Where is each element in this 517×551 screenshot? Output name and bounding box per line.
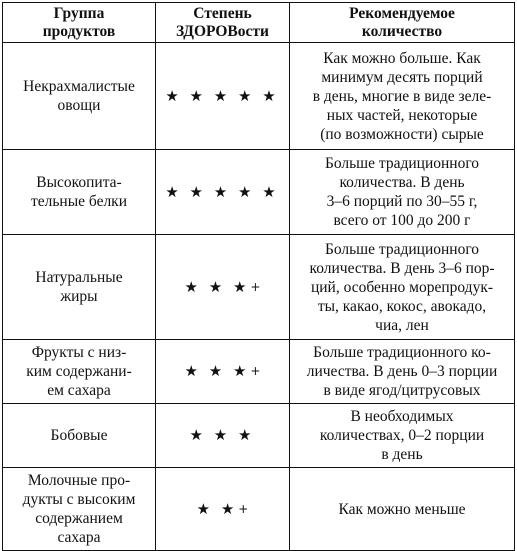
food-groups-table-wrapper bbox=[2, 2, 515, 551]
rating-cell bbox=[156, 468, 290, 551]
amount-cell: Как можно больше. Как минимум десять порций в день, многие в виде зеле- ных частей, некоторые (по возможности) сырые bbox=[290, 43, 515, 150]
rating-cell bbox=[156, 235, 290, 340]
amount-cell: В необходимых количествах, 0–2 порции в день bbox=[290, 404, 515, 468]
star-rating-icon: ★ ★ ★ bbox=[184, 362, 250, 380]
table-row bbox=[3, 235, 515, 340]
amount-cell: Больше традиционного количества. В день 3–6 порций по 30–55 г, всего от 100 до 200 г bbox=[290, 150, 515, 235]
food-group-cell: Фрукты с низ- ким содержани- ем сахара bbox=[3, 340, 156, 404]
plus-mark: + bbox=[250, 364, 261, 378]
star-rating-icon: ★ ★ ★ ★ ★ bbox=[165, 182, 279, 201]
header-recommended-amount: Рекомендуемое количество bbox=[290, 3, 515, 43]
food-group-cell: Бобовые bbox=[3, 404, 156, 468]
rating-cell bbox=[156, 404, 290, 468]
rating-cell bbox=[156, 150, 290, 235]
rating-cell bbox=[156, 43, 290, 150]
table-row bbox=[3, 404, 515, 468]
food-group-cell: Молочные про- дукты с высоким содержанием сахара bbox=[3, 468, 156, 551]
rating-cell bbox=[156, 340, 290, 404]
table-header-row bbox=[3, 3, 515, 43]
plus-mark: + bbox=[250, 279, 261, 294]
plus-mark: + bbox=[238, 501, 249, 516]
amount-cell: Больше традиционного количества. В день 3–6 пор- ций, особенно морепродук- ты, какао, кокос, авокадо, чиа, лен bbox=[290, 235, 515, 340]
food-group-cell: Натуральные жиры bbox=[3, 235, 156, 340]
star-rating-icon: ★ ★ ★ bbox=[184, 277, 250, 296]
header-health-degree: Степень ЗДОРОВости bbox=[156, 3, 290, 43]
food-groups-table bbox=[2, 2, 515, 551]
amount-cell: Больше традиционного ко- личества. В день 0–3 порции в виде ягод/цитрусовых bbox=[290, 340, 515, 404]
star-rating-icon: ★ ★ ★ ★ ★ bbox=[165, 86, 279, 105]
star-rating-icon: ★ ★ bbox=[196, 499, 238, 518]
table-row bbox=[3, 150, 515, 235]
amount-cell: Как можно меньше bbox=[290, 468, 515, 551]
table-row bbox=[3, 468, 515, 551]
table-row bbox=[3, 43, 515, 150]
table-row bbox=[3, 340, 515, 404]
food-group-cell: Высокопита- тельные белки bbox=[3, 150, 156, 235]
food-group-cell: Некрахмалистые овощи bbox=[3, 43, 156, 150]
star-rating-icon: ★ ★ ★ bbox=[189, 426, 255, 444]
header-food-group: Группа продуктов bbox=[3, 3, 156, 43]
